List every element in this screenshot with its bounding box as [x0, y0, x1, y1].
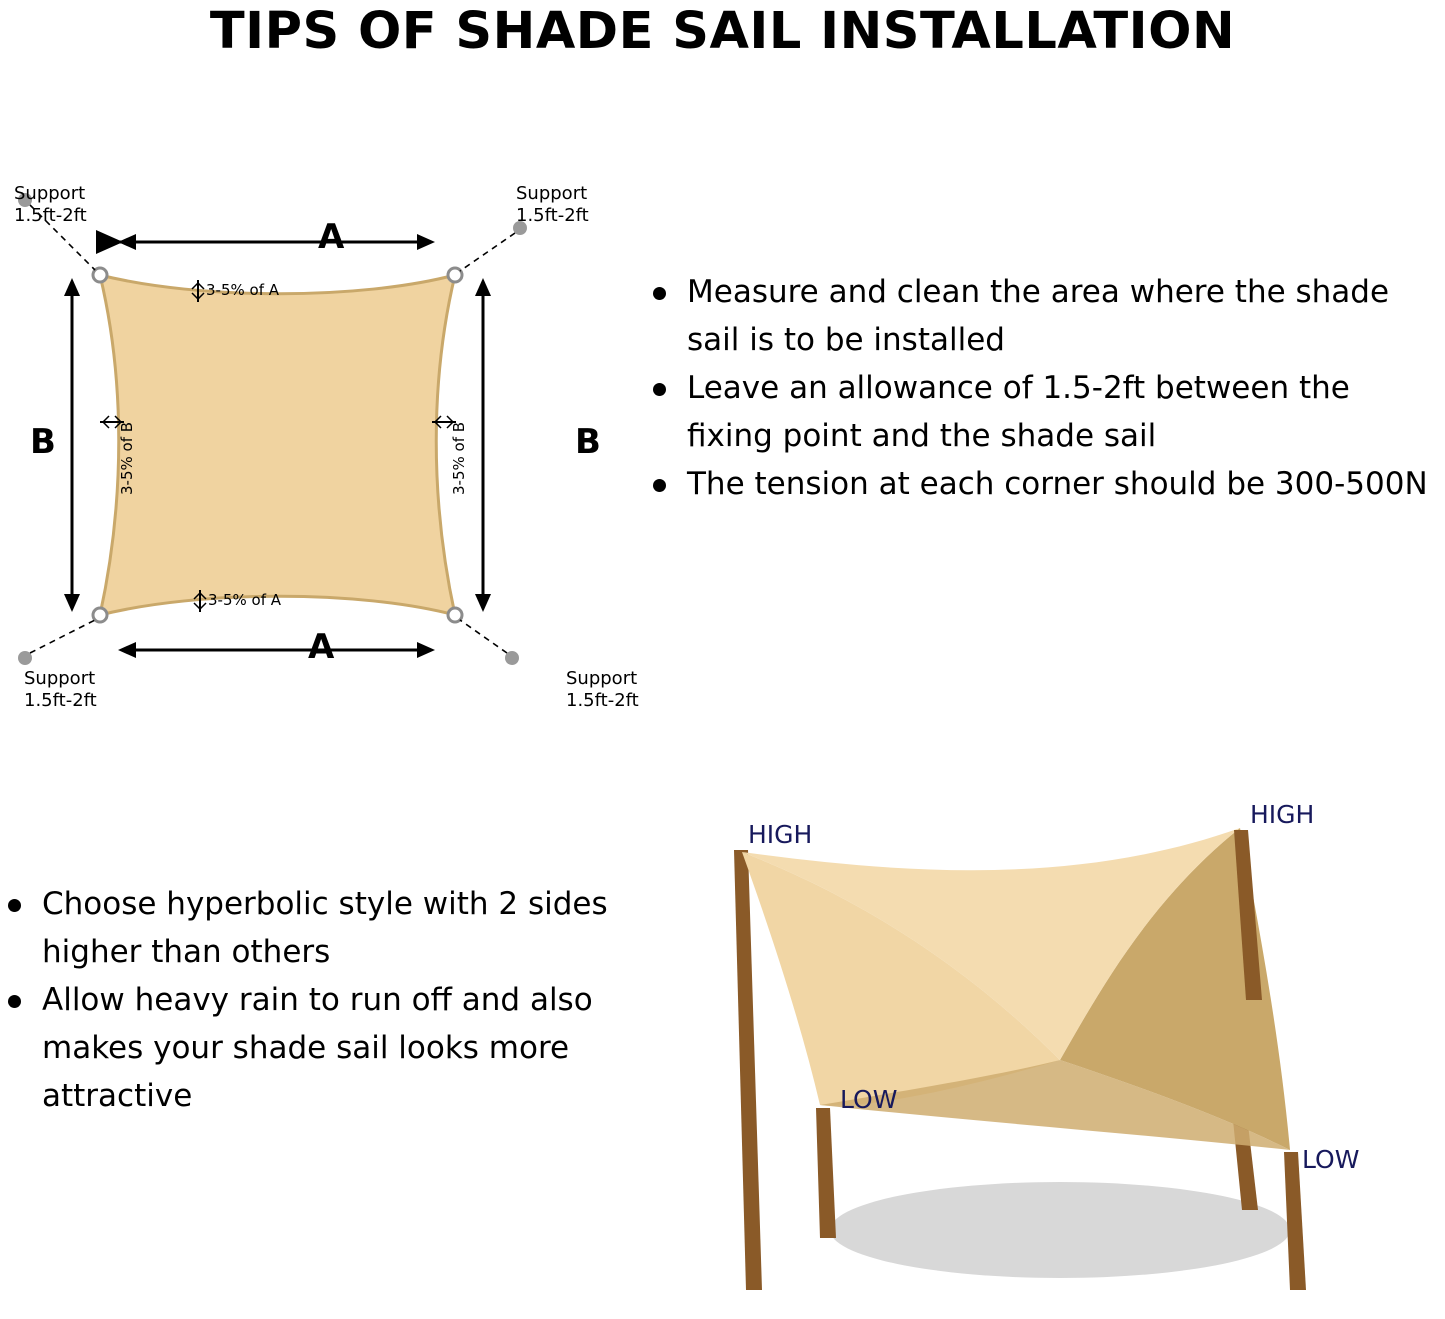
- dimension-b-left: B: [30, 422, 56, 462]
- support-bottom-left-label: Support 1.5ft-2ft: [24, 668, 97, 711]
- curve-right-label: 3-5% of B: [450, 421, 468, 495]
- label-low-left: LOW: [840, 1085, 898, 1114]
- hyperbolic-tips-list: [0, 880, 620, 1120]
- label-low-right: LOW: [1302, 1145, 1360, 1174]
- list-item: Choose hyperbolic style with 2 sides higher than others: [0, 880, 620, 976]
- list-item: Allow heavy rain to run off and also makes your shade sail looks more attractive: [0, 976, 620, 1120]
- list-item: Leave an allowance of 1.5-2ft between the fixing point and the shade sail: [645, 364, 1445, 460]
- dimension-a-bottom: A: [308, 627, 335, 667]
- support-top-left-label: Support 1.5ft-2ft: [14, 183, 87, 226]
- curve-bottom-label: 3-5% of A: [208, 591, 282, 609]
- page-title: TIPS OF SHADE SAIL INSTALLATION: [209, 2, 1236, 61]
- support-top-right-label: Support 1.5ft-2ft: [516, 183, 589, 226]
- label-high-right: HIGH: [1250, 800, 1315, 829]
- curve-top-label: 3-5% of A: [206, 281, 280, 299]
- list-item: Measure and clean the area where the shade sail is to be installed: [645, 268, 1445, 364]
- rectangular-sail-diagram: [0, 150, 660, 730]
- hyperbolic-sail-illustration: [630, 790, 1445, 1319]
- label-high-left: HIGH: [748, 820, 813, 849]
- support-bottom-right-label: Support 1.5ft-2ft: [566, 668, 639, 711]
- curve-left-label: 3-5% of B: [118, 421, 136, 495]
- list-item: The tension at each corner should be 300-500N: [645, 460, 1445, 508]
- dimension-b-right: B: [575, 422, 601, 462]
- dimension-a-top: A: [318, 217, 345, 257]
- installation-tips-list: [645, 268, 1445, 508]
